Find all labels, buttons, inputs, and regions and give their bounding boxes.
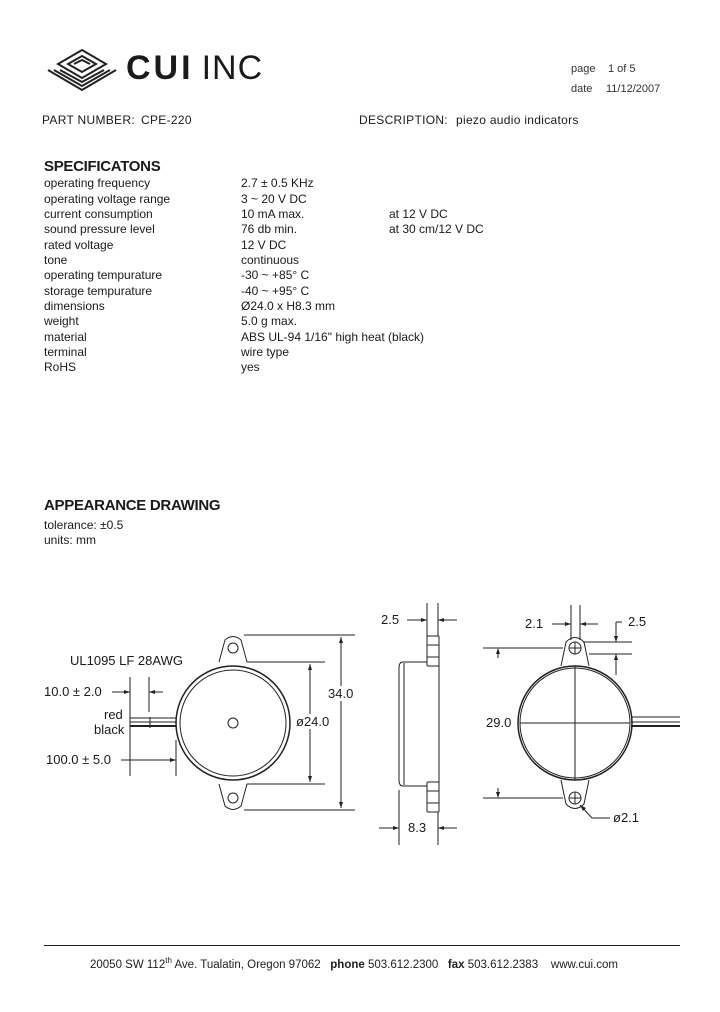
tolerance-text: tolerance: ±0.5 <box>44 518 124 532</box>
spec-value: -40 ~ +95° C <box>241 284 310 298</box>
part-number-value: CPE-220 <box>141 113 192 127</box>
footer-address-pre: 20050 SW 112 <box>90 958 166 971</box>
wire-black-label: black <box>94 722 125 737</box>
tab-thickness-label: 2.5 <box>381 612 400 627</box>
spec-value: wire type <box>241 345 290 359</box>
spec-name: dimensions <box>44 299 105 313</box>
strip-length-label: 10.0 ± 2.0 <box>44 684 102 699</box>
date-value: 11/12/2007 <box>606 83 661 95</box>
company-name-bold: CUI <box>126 49 194 87</box>
spec-row <box>44 299 564 314</box>
spec-note: at 12 V DC <box>389 207 448 221</box>
footer-website-link[interactable]: www.cui.com <box>550 958 618 971</box>
footer-contact <box>90 956 618 971</box>
spec-name: material <box>44 330 87 344</box>
wire-red-label: red <box>104 707 123 722</box>
spec-value: 3 ~ 20 V DC <box>241 192 307 206</box>
spec-value: ABS UL-94 1/16" high heat (black) <box>241 330 425 344</box>
hole-pitch-label: 29.0 <box>486 715 512 730</box>
footer-fax-label: fax <box>447 958 465 971</box>
diameter-label: ø24.0 <box>296 714 330 729</box>
spec-row <box>44 222 564 237</box>
spec-row <box>44 284 564 299</box>
spec-row <box>44 330 564 345</box>
footer-address-sup: th <box>165 956 172 965</box>
footer-divider <box>44 945 680 946</box>
footer-phone-label: phone <box>330 958 365 971</box>
spec-name: sound pressure level <box>44 222 155 236</box>
appearance-title: APPEARANCE DRAWING <box>44 497 221 514</box>
spec-value: continuous <box>241 253 300 267</box>
page-label: page <box>571 63 596 75</box>
spec-row <box>44 314 564 329</box>
overall-height-label: 34.0 <box>328 686 354 701</box>
wire-length-label: 100.0 ± 5.0 <box>46 752 111 767</box>
spec-row <box>44 268 564 283</box>
spec-name: operating voltage range <box>44 192 171 206</box>
spec-name: rated voltage <box>44 238 114 252</box>
spec-row <box>44 207 564 222</box>
footer-fax-value: 503.612.2383 <box>467 958 539 971</box>
spec-note: at 30 cm/12 V DC <box>389 222 484 236</box>
part-number-label: PART NUMBER: <box>42 113 135 127</box>
specifications-title: SPECIFICATONS <box>44 158 161 175</box>
description-label: DESCRIPTION: <box>359 113 448 127</box>
company-logo <box>44 46 264 92</box>
spec-name: storage tempurature <box>44 284 153 298</box>
company-name <box>126 49 263 88</box>
footer-address-post: Ave. Tualatin, Oregon 97062 <box>171 958 321 971</box>
spec-value: Ø24.0 x H8.3 mm <box>241 299 336 313</box>
company-name-rest: INC <box>201 49 264 87</box>
spec-value: 76 db min. <box>241 222 298 236</box>
spec-row <box>44 253 564 268</box>
spec-row <box>44 345 564 360</box>
spec-name: current consumption <box>44 207 153 221</box>
spec-row <box>44 176 564 191</box>
spec-row <box>44 360 564 375</box>
spec-value: 10 mA max. <box>241 207 305 221</box>
spec-row <box>44 238 564 253</box>
page-value: 1 of 5 <box>608 63 636 75</box>
wire-spec-label: UL1095 LF 28AWG <box>70 653 183 668</box>
spec-name: terminal <box>44 345 87 359</box>
spec-name: weight <box>44 314 79 328</box>
spec-name: tone <box>44 253 68 267</box>
spec-value: yes <box>241 360 260 374</box>
body-height-label: 8.3 <box>408 820 427 835</box>
spec-value: -30 ~ +85° C <box>241 268 310 282</box>
hole-offset-label: 2.5 <box>628 614 647 629</box>
spec-value: 12 V DC <box>241 238 287 252</box>
spec-row <box>44 192 564 207</box>
hole-diameter-label: ø2.1 <box>613 810 640 825</box>
date-label: date <box>571 83 593 95</box>
spec-value: 2.7 ± 0.5 KHz <box>241 176 314 190</box>
spec-name: operating frequency <box>44 176 151 190</box>
spec-name: RoHS <box>44 360 77 374</box>
footer-phone-value: 503.612.2300 <box>367 958 439 971</box>
spec-value: 5.0 g max. <box>241 314 298 328</box>
spec-name: operating tempurature <box>44 268 163 282</box>
cui-logo-icon <box>44 46 122 92</box>
description-value: piezo audio indicators <box>456 113 579 127</box>
units-text: units: mm <box>44 533 97 547</box>
hole-width-label: 2.1 <box>525 616 544 631</box>
